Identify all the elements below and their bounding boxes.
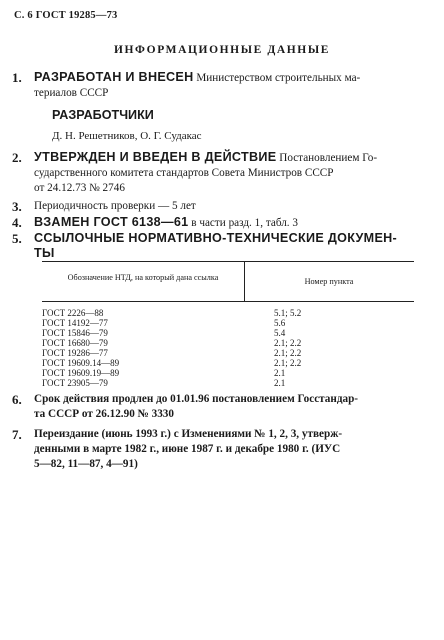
item-2-text-line1: Постановлением Го- <box>276 152 378 164</box>
item-2-text-line2: сударственного комитета стандартов Совета Министров СССР <box>34 167 334 179</box>
page-header: С. 6 ГОСТ 19285—73 <box>14 10 118 21</box>
item-3-number: 3. <box>12 199 22 214</box>
item-1-caption: РАЗРАБОТАН И ВНЕСЕН <box>34 70 194 84</box>
item-5-caption-line1: ССЫЛОЧНЫЕ НОРМАТИВНО-ТЕХНИЧЕСКИЕ ДОКУМЕН- <box>34 231 398 245</box>
item-4-text: в части разд. 1, табл. 3 <box>188 217 298 229</box>
item-1 <box>12 70 430 101</box>
item-7-text-line2: денными в марте 1982 г., июне 1987 г. и декабре 1980 г. (ИУС <box>34 443 341 455</box>
table-header-document: Обозначение НТД, на который дана ссылка <box>67 273 219 282</box>
section-title: ИНФОРМАЦИОННЫЕ ДАННЫЕ <box>113 44 331 56</box>
item-1-text-line1: Министерством строительных ма- <box>193 72 361 84</box>
table-row: ГОСТ 19609.19—89 2.1 <box>42 368 286 378</box>
table-top-rule <box>42 261 414 262</box>
item-7-text-line1: Переиздание (июнь 1993 г.) с Изменениями № 1, 2, 3, утверж- <box>34 428 343 440</box>
item-7-number: 7. <box>12 427 22 442</box>
item-1-number: 1. <box>12 70 22 85</box>
item-2-number: 2. <box>12 150 22 165</box>
item-6-text-line2: та СССР от 26.12.90 № 3330 <box>34 408 174 420</box>
table-row: ГОСТ 19286—77 2.1; 2.2 <box>42 348 302 358</box>
table-row: ГОСТ 16680—79 2.1; 2.2 <box>42 338 302 348</box>
item-3-text: Периодичность проверки — 5 лет <box>34 200 196 212</box>
item-6-number: 6. <box>12 392 22 407</box>
item-4-number: 4. <box>12 215 22 230</box>
item-6 <box>12 392 430 422</box>
item-5-caption-line2: ТЫ <box>34 246 55 260</box>
item-5-number: 5. <box>12 231 22 246</box>
table-header-clause: Номер пункта <box>304 277 354 286</box>
table-row: ГОСТ 14192—77 5.6 <box>42 318 286 328</box>
item-2-caption: УТВЕРЖДЕН И ВВЕДЕН В ДЕЙСТВИЕ <box>34 150 277 164</box>
table-row: ГОСТ 2226—88 5.1; 5.2 <box>42 308 302 318</box>
developers-caption: РАЗРАБОТЧИКИ <box>52 108 154 122</box>
table-row: ГОСТ 19609.14—89 2.1; 2.2 <box>42 358 302 368</box>
item-4 <box>12 215 430 231</box>
item-1-text-line2: териалов СССР <box>34 87 109 99</box>
item-2 <box>12 150 430 196</box>
item-3 <box>12 199 430 214</box>
item-6-text-line1: Срок действия продлен до 01.01.96 постановлением Госстандар- <box>34 393 359 405</box>
item-7-text-line3: 5—82, 11—87, 4—91) <box>34 458 138 470</box>
table-row: ГОСТ 15846—79 5.4 <box>42 328 286 338</box>
item-2-text-line3: от 24.12.73 № 2746 <box>34 182 125 194</box>
developers-names: Д. Н. Решетников, О. Г. Судакас <box>52 130 202 142</box>
item-4-caption: ВЗАМЕН ГОСТ 6138—61 <box>34 215 189 229</box>
table-row: ГОСТ 23905—79 2.1 <box>42 378 286 388</box>
item-7 <box>12 427 430 472</box>
item-5 <box>12 231 430 261</box>
table-header-rule <box>42 301 414 302</box>
references-table <box>42 261 414 388</box>
